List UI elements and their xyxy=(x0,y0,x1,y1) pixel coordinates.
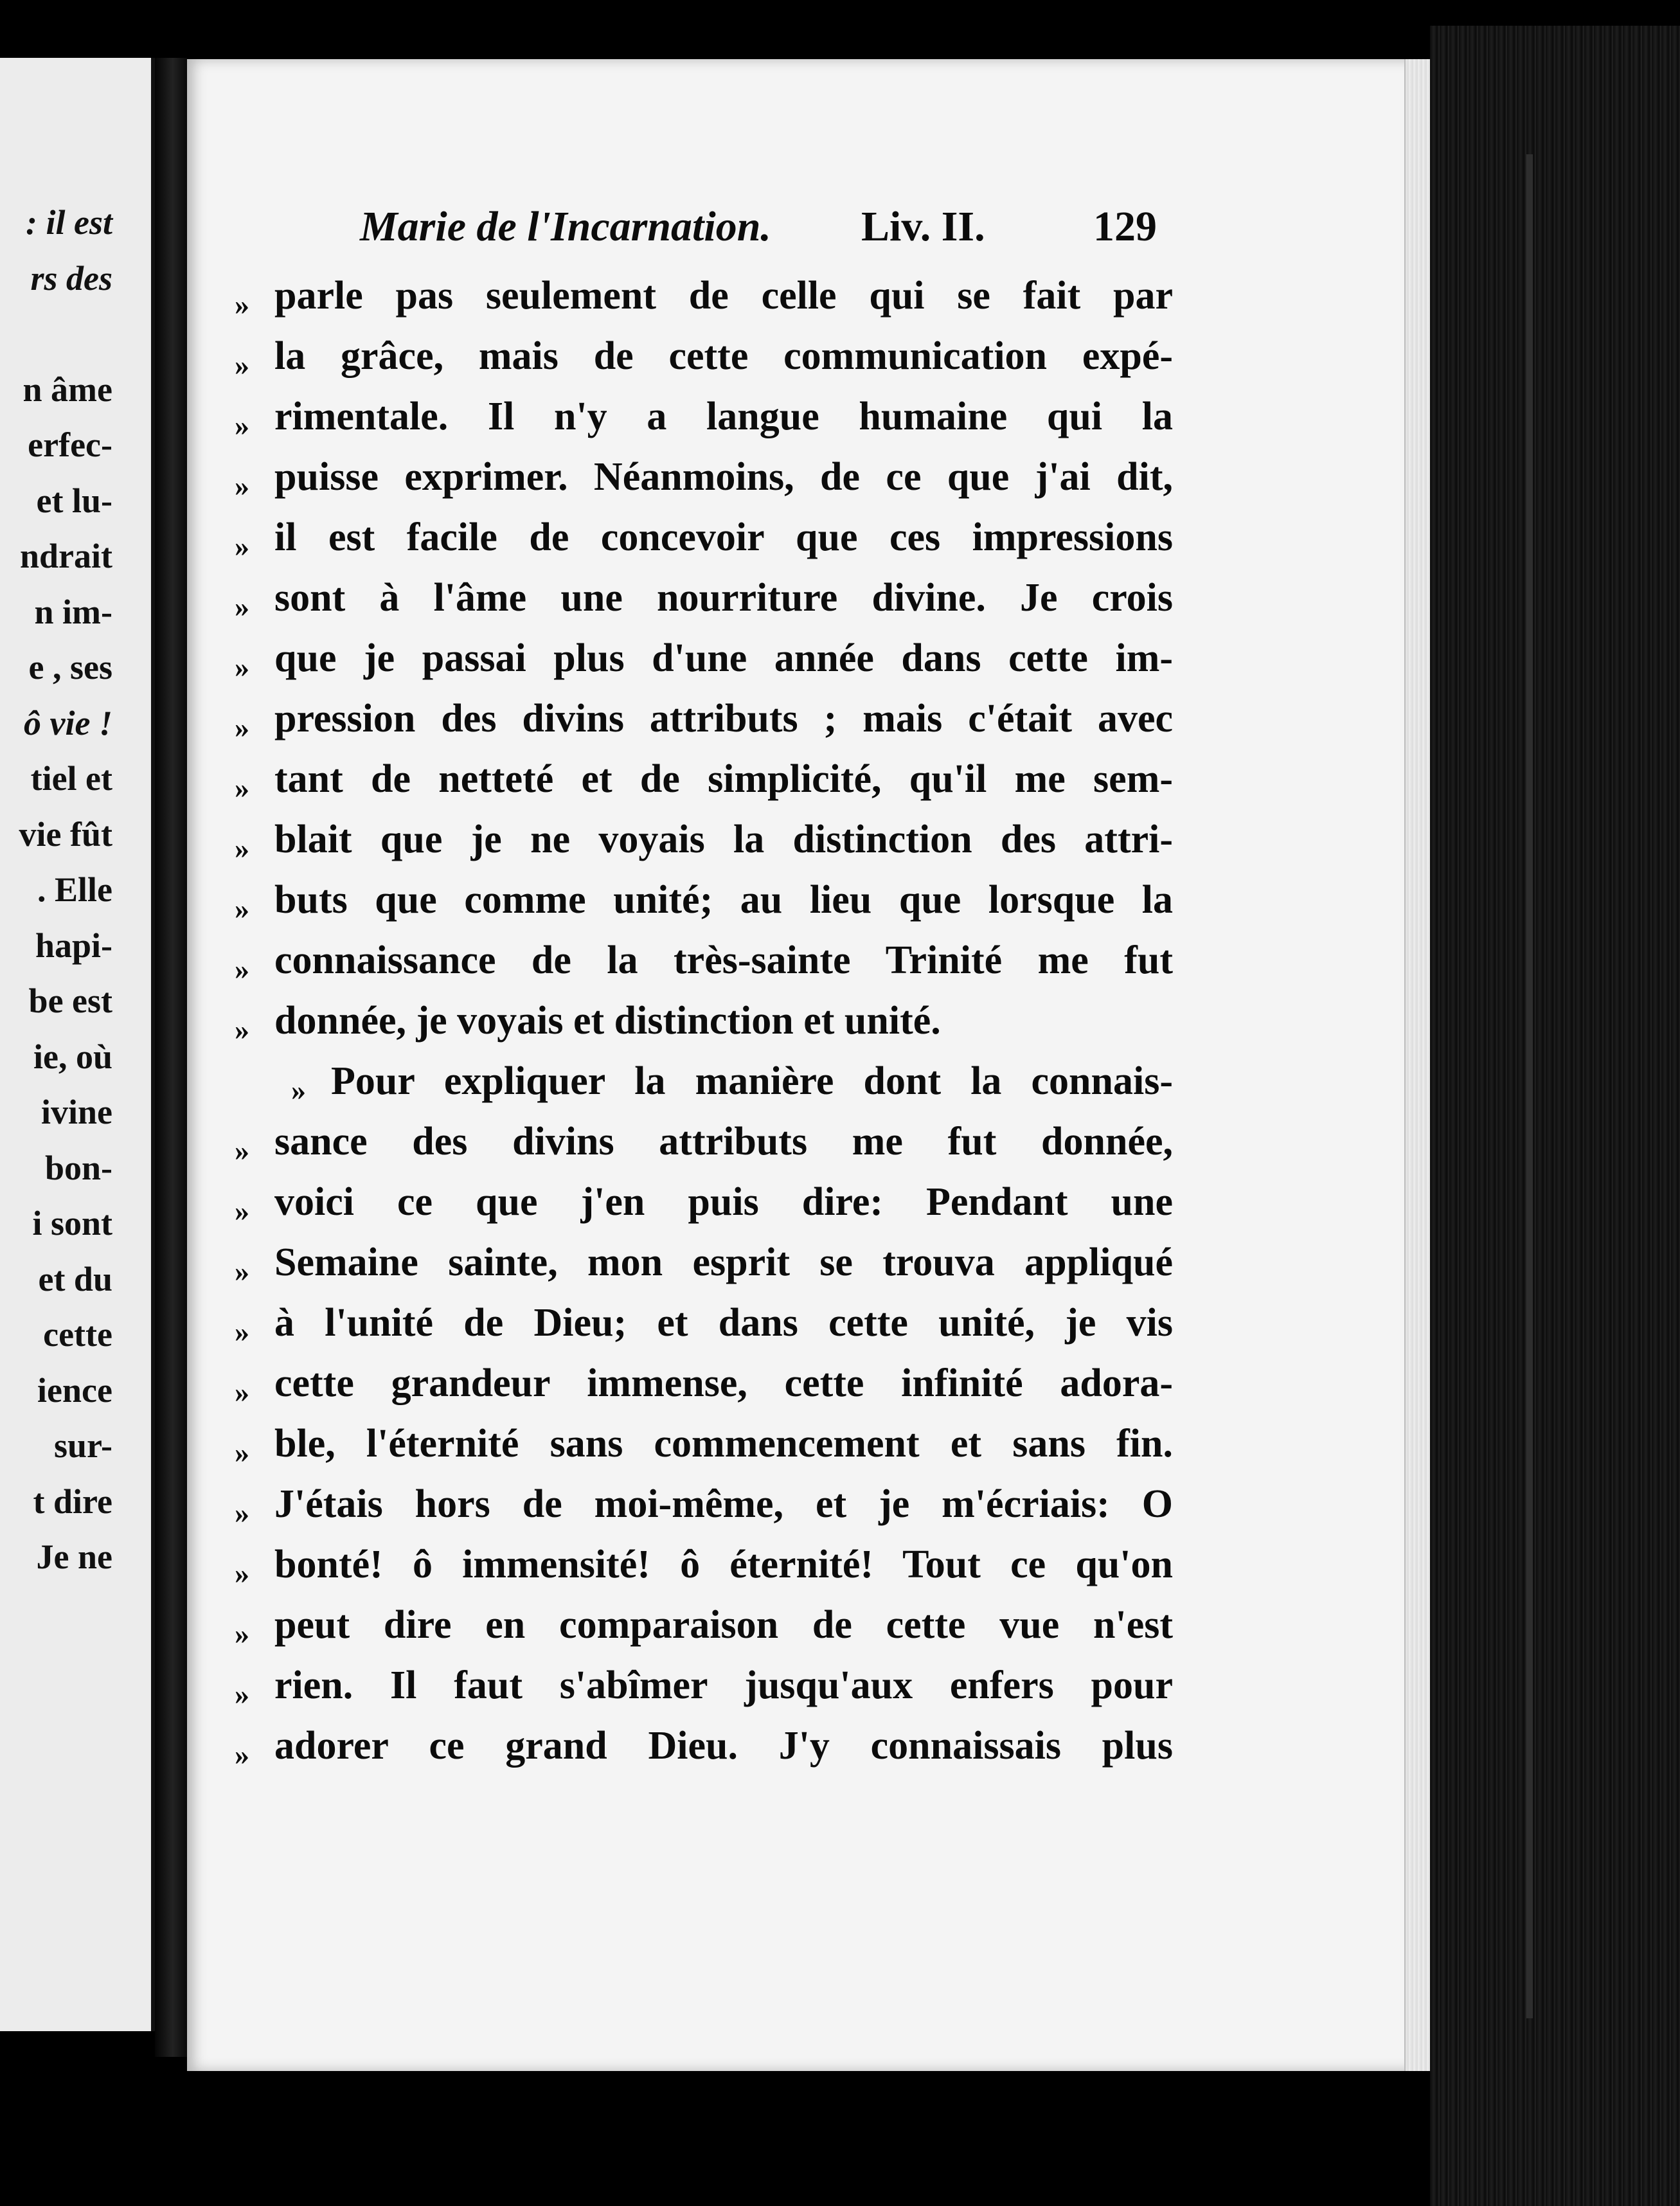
body-text xyxy=(235,273,1173,1784)
text-line-content: à l'unité de Dieu; et dans cette unité, je vis xyxy=(274,1301,1173,1345)
quote-mark: » xyxy=(235,409,249,442)
text-line-content: que je passai plus d'une année dans cette im- xyxy=(274,636,1173,680)
text-line-content: puisse exprimer. Néanmoins, de ce que j'ai dit, xyxy=(274,455,1173,499)
quote-mark: » xyxy=(291,1073,306,1106)
text-line xyxy=(235,1663,1173,1723)
quote-mark: » xyxy=(235,892,249,925)
quote-mark: » xyxy=(235,711,249,744)
text-line xyxy=(235,1421,1173,1482)
running-header-title: Marie de l'Incarnation. xyxy=(360,203,771,250)
quote-mark: » xyxy=(235,650,249,683)
text-line-content: la grâce, mais de cette communication expé- xyxy=(274,334,1173,378)
quote-mark: » xyxy=(235,1134,249,1167)
text-line xyxy=(235,1059,1173,1119)
left-page-line: t dire xyxy=(33,1482,112,1521)
left-page-line: tiel et xyxy=(30,759,112,798)
quote-mark: » xyxy=(235,530,249,562)
text-line xyxy=(235,1482,1173,1542)
text-line xyxy=(235,757,1173,817)
text-line-content: J'étais hors de moi-même, et je m'écriais: O xyxy=(274,1482,1173,1526)
left-page-line: vie fût xyxy=(19,814,112,854)
text-line xyxy=(235,575,1173,636)
quote-mark: » xyxy=(235,1315,249,1348)
text-line-content: il est facile de concevoir que ces impressions xyxy=(274,516,1173,559)
left-page-line: ivine xyxy=(40,1093,112,1131)
page-edges xyxy=(1404,59,1431,2071)
previous-page-fragment xyxy=(0,58,155,2031)
quote-mark: » xyxy=(235,348,249,381)
quote-mark: » xyxy=(235,1617,249,1650)
text-line-content: Pour expliquer la manière dont la connais- xyxy=(331,1059,1173,1103)
text-line-content: rimentale. Il n'y a langue humaine qui la xyxy=(274,395,1173,438)
quote-mark: » xyxy=(235,1496,249,1529)
text-line-content: bonté! ô immensité! ô éternité! Tout ce qu'on xyxy=(274,1543,1173,1586)
quote-mark: » xyxy=(235,1194,249,1227)
left-page-line: . Elle xyxy=(37,870,112,909)
quote-mark: » xyxy=(235,590,249,623)
quote-mark: » xyxy=(235,469,249,502)
text-line xyxy=(235,394,1173,454)
text-line-content: Semaine sainte, mon esprit se trouva appliqué xyxy=(274,1241,1173,1284)
text-line-content: blait que je ne voyais la distinction des attri- xyxy=(274,818,1173,861)
left-page-line: bon- xyxy=(44,1148,112,1187)
quote-mark: » xyxy=(235,1738,249,1771)
text-line xyxy=(235,1119,1173,1179)
text-line xyxy=(235,1723,1173,1784)
text-line xyxy=(235,1300,1173,1361)
text-line xyxy=(235,334,1173,394)
text-line xyxy=(235,636,1173,696)
left-page-line: i sont xyxy=(32,1204,112,1242)
text-line xyxy=(235,696,1173,757)
book-block-edge xyxy=(1430,26,1680,2206)
text-line xyxy=(235,1240,1173,1300)
left-page-line: n im- xyxy=(34,592,112,631)
text-line xyxy=(235,1542,1173,1602)
text-line xyxy=(235,1361,1173,1421)
left-page-line: sur- xyxy=(54,1426,112,1465)
left-page-line: et du xyxy=(38,1259,112,1298)
quote-mark: » xyxy=(235,771,249,804)
left-page-line: e , ses xyxy=(28,648,112,686)
left-page-line: et lu- xyxy=(36,481,112,520)
text-line-content: ble, l'éternité sans commencement et sans fin. xyxy=(274,1422,1173,1466)
left-page-line: Je ne xyxy=(36,1538,112,1576)
text-line-content: peut dire en comparaison de cette vue n'est xyxy=(274,1603,1173,1647)
text-line xyxy=(235,817,1173,877)
quote-mark: » xyxy=(235,953,249,985)
text-line xyxy=(235,938,1173,998)
left-page-line: erfec- xyxy=(28,426,112,464)
quote-mark: » xyxy=(235,1436,249,1469)
book-gutter xyxy=(155,58,187,2057)
left-page-line: : il est xyxy=(26,203,112,242)
text-line xyxy=(235,454,1173,515)
left-page-line: ndrait xyxy=(19,537,112,575)
left-page-line: rs des xyxy=(30,258,112,298)
quote-mark: » xyxy=(235,1255,249,1287)
quote-mark: » xyxy=(235,1376,249,1408)
quote-mark: » xyxy=(235,288,249,321)
running-header-book: Liv. II. xyxy=(861,203,985,250)
left-page-line: ie, où xyxy=(33,1037,112,1076)
text-line-content: voici ce que j'en puis dire: Pendant une xyxy=(274,1180,1173,1224)
left-page-line: ience xyxy=(37,1370,112,1410)
text-line-content: buts que comme unité; au lieu que lorsque la xyxy=(274,878,1173,922)
page-number: 129 xyxy=(1093,203,1157,250)
left-page-line: ô vie ! xyxy=(24,703,112,742)
text-line xyxy=(235,877,1173,938)
text-line-content: connaissance de la très-sainte Trinité me fut xyxy=(274,938,1173,982)
text-line-content: pression des divins attributs ; mais c'était avec xyxy=(274,697,1173,740)
text-line xyxy=(235,1179,1173,1240)
text-line xyxy=(235,998,1173,1059)
quote-mark: » xyxy=(235,1678,249,1710)
quote-mark: » xyxy=(235,832,249,865)
left-page-line: n âme xyxy=(22,370,112,409)
text-line xyxy=(235,273,1173,334)
text-line-content: adorer ce grand Dieu. J'y connaissais plus xyxy=(274,1724,1173,1768)
left-page-line: be est xyxy=(28,982,112,1020)
text-line-content: parle pas seulement de celle qui se fait par xyxy=(274,274,1173,318)
running-header xyxy=(360,202,1157,260)
text-line xyxy=(235,515,1173,575)
quote-mark: » xyxy=(235,1557,249,1590)
quote-mark: » xyxy=(235,1013,249,1046)
text-line-content: tant de netteté et de simplicité, qu'il me sem- xyxy=(274,757,1173,801)
text-line xyxy=(235,1602,1173,1663)
left-page-line: cette xyxy=(43,1315,112,1354)
text-line-content: sance des divins attributs me fut donnée, xyxy=(274,1120,1173,1163)
text-line-content: cette grandeur immense, cette infinité adora- xyxy=(274,1361,1173,1405)
text-line-content: donnée, je voyais et distinction et unité. xyxy=(274,999,941,1043)
left-page-line: hapi- xyxy=(35,926,112,965)
text-line-content: sont à l'âme une nourriture divine. Je crois xyxy=(274,576,1173,620)
text-line-content: rien. Il faut s'abîmer jusqu'aux enfers pour xyxy=(274,1663,1173,1707)
book-block-stripe xyxy=(1526,154,1533,2018)
